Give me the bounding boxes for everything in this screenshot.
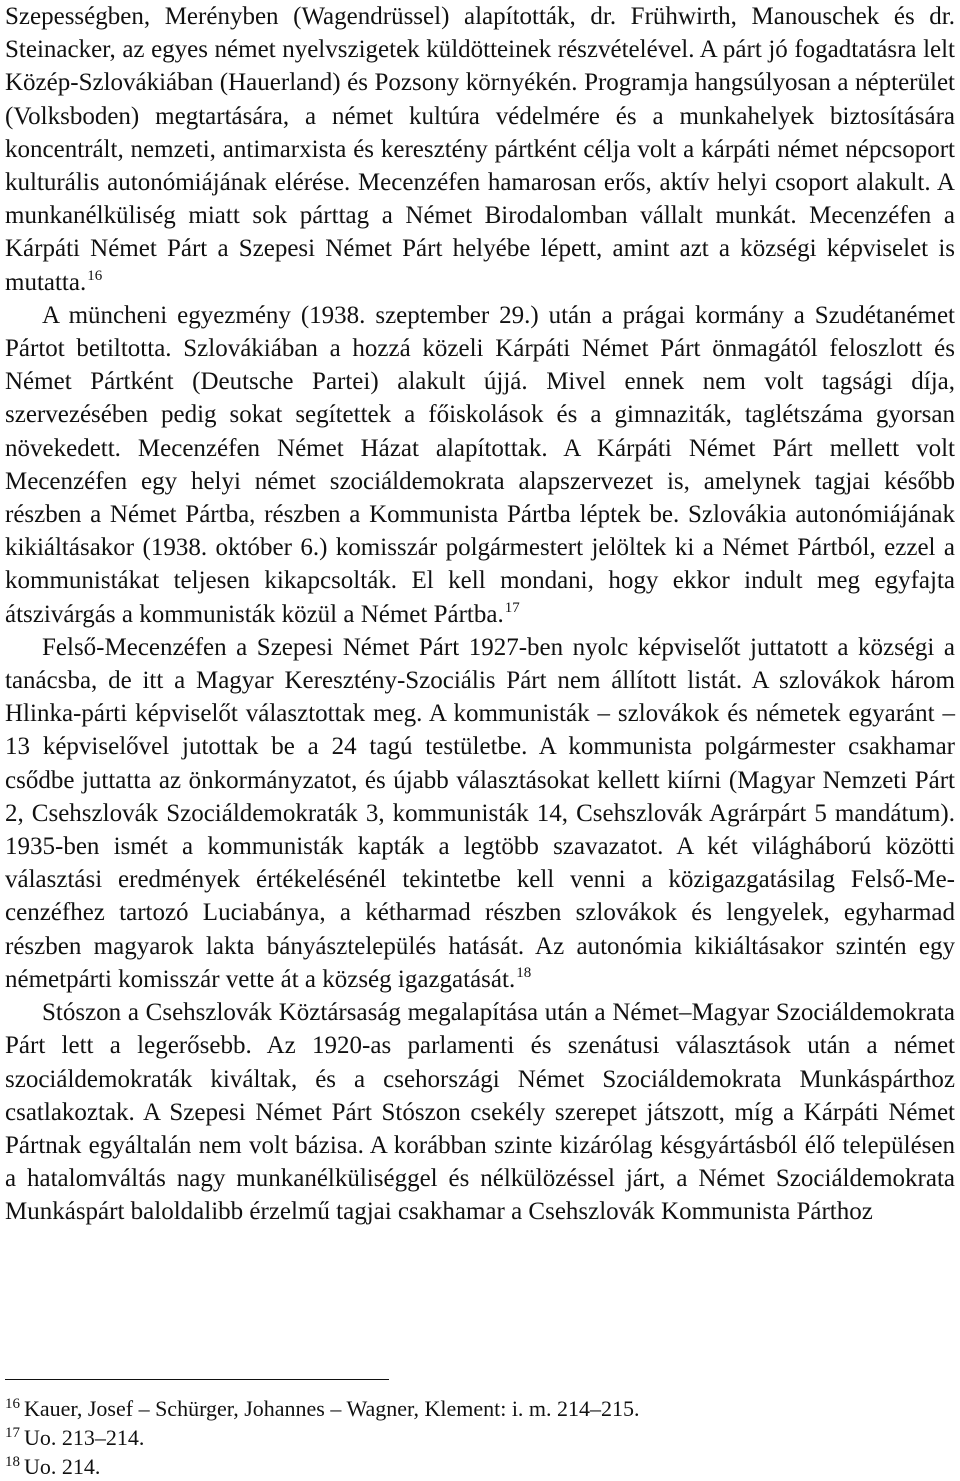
footnote-text: Uo. 214. bbox=[24, 1454, 101, 1479]
footnote-number: 16 bbox=[5, 1396, 20, 1412]
paragraph-text: Felső-Mecenzéfen a Szepesi Német Párt 1927-ben nyolc képviselőt juttatott a községi a tanácsba, de itt a Magyar Keresztény-Szociális Párt nem állított listát. A szlovákok három Hlinka-párti képviselőt választottak meg. A kommunisták – szlovákok és németek egyaránt – 13 képviselővel jutottak be a 24 tagú testületbe. A kommunista polgármester csakhamar csődbe juttatta az önkormányzatot, és újabb választásokat kellett kiírni (Magyar Nemzeti Párt 2, Csehszlovák Szociáldemokraták 3, kommunisták 14, Csehszlovák Agrárpárt 5 mandátum). 1935-ben ismét a kommunisták kapták a legtöbb szavazatot. A két világháború közötti választási eredmények értékelésénél tekintetbe kell venni a közigazgatásilag Felső-Mecenzéfhez tartozó Luciabánya, a kétharmad részben szlovákok és lengyelek, egyharmad részben magyarok lakta bányásztelepülés hatását. Az autonómia kikiáltásakor szintén egy németpárti komisszár vette át a község igazgatását. bbox=[5, 633, 955, 993]
paragraph-party-founding bbox=[5, 0, 955, 299]
footnote-separator bbox=[5, 1379, 389, 1380]
footnote-ref-17[interactable]: 17 bbox=[504, 599, 520, 616]
paragraph-text: A müncheni egyezmény (1938. szeptember 29.) után a prágai kormány a Szudétanémet Pártot betiltotta. Szlovákiában a hozzá közeli Kárpáti Német Párt önmagától feloszlott és Német Pártként (Deutsche Partei) alakult újjá. Mivel ennek nem volt tagsági díja, szervezésében pedig sokat segítettek a főiskolások és a gimnaziták, taglétszáma gyorsan növekedett. Mecenzéfen Német Házat alapítottak. A Kárpáti Német Párt mellett volt Mecenzéfen egy helyi német szociáldemokrata alapszervezet is, amelynek tagjai később részben a Német Pártba, részben a Kommunista Pártba léptek be. Szlovákia autonómiájának kikiáltásakor (1938. október 6.) komisszár polgármestert jelöltek ki a Német Pártból, ezzel a kommunistákat teljesen kikapcsolták. El kell mondani, hogy ekkor indult meg egyfajta átszivárgás a kommunisták közül a Német Pártba. bbox=[5, 301, 955, 628]
footnote-ref-16[interactable]: 16 bbox=[87, 267, 103, 284]
paragraph-stosz bbox=[5, 996, 955, 1228]
footnote-text: Kauer, Josef – Schürger, Johannes – Wagner, Klement: i. m. 214–215. bbox=[24, 1396, 640, 1421]
footnote-number: 17 bbox=[5, 1425, 20, 1441]
paragraph-text: Stószon a Csehszlovák Köztársaság megalapítása után a Német–Magyar Szociáldemokrata Párt lett a legerősebb. Az 1920-as parlamenti és szenátusi választások után a német szociáldemokraták kiváltak, és a csehországi Német Szociáldemokrata Munkáspárthoz csatlakoztak. A Szepesi Német Párt Stószon csekély szerepet játszott, míg a Kárpáti Német Pártnak egyáltalán nem volt bázisa. A korábban szinte kizárólag késgyártásból élő településen a hatalomváltás nagy munkanélküliséggel és nélkülözéssel járt, a Német Szociáldemokrata Munkáspárt baloldalibb érzelmű tagjai csakhamar a Csehszlovák Kommunista Párthoz bbox=[5, 999, 955, 1226]
paragraph-felso-mecenzef bbox=[5, 631, 955, 996]
footnote-text: Uo. 213–214. bbox=[24, 1425, 145, 1450]
footnote-16 bbox=[5, 1394, 955, 1423]
footnote-18 bbox=[5, 1452, 955, 1481]
footnotes-section bbox=[5, 1394, 955, 1481]
paragraph-text: Szepességben, Merényben (Wagendrüssel) alapították, dr. Frühwirth, Manouschek és dr. Steinacker, az egyes német nyelvszigetek küldötteinek részvételével. A párt jó fogadtatásra lelt Közép-Szlovákiában (Hauerland) és Pozsony környékén. Programja hangsúlyosan a népterület (Volksboden) megtartására, a német kultúra védelmére és a munkahelyek biztosítására koncentrált, nemzeti, antimarxista és keresztény pártként célja volt a kárpáti német népcsoport kulturális autonómiájának elérése. Mecenzéfen hamarosan erős, aktív helyi csoport alakult. A munkanélküliség miatt sok párttag a Német Birodalomban vállalt munkát. Mecenzéfen a Kárpáti Német Párt a Szepesi Német Párt helyébe lépett, amint azt a községi képviselet is mutatta. bbox=[5, 3, 955, 296]
document-page bbox=[5, 0, 955, 1229]
footnote-number: 18 bbox=[5, 1454, 20, 1470]
footnote-ref-18[interactable]: 18 bbox=[516, 964, 532, 981]
footnote-17 bbox=[5, 1423, 955, 1452]
paragraph-munich-agreement bbox=[5, 299, 955, 631]
